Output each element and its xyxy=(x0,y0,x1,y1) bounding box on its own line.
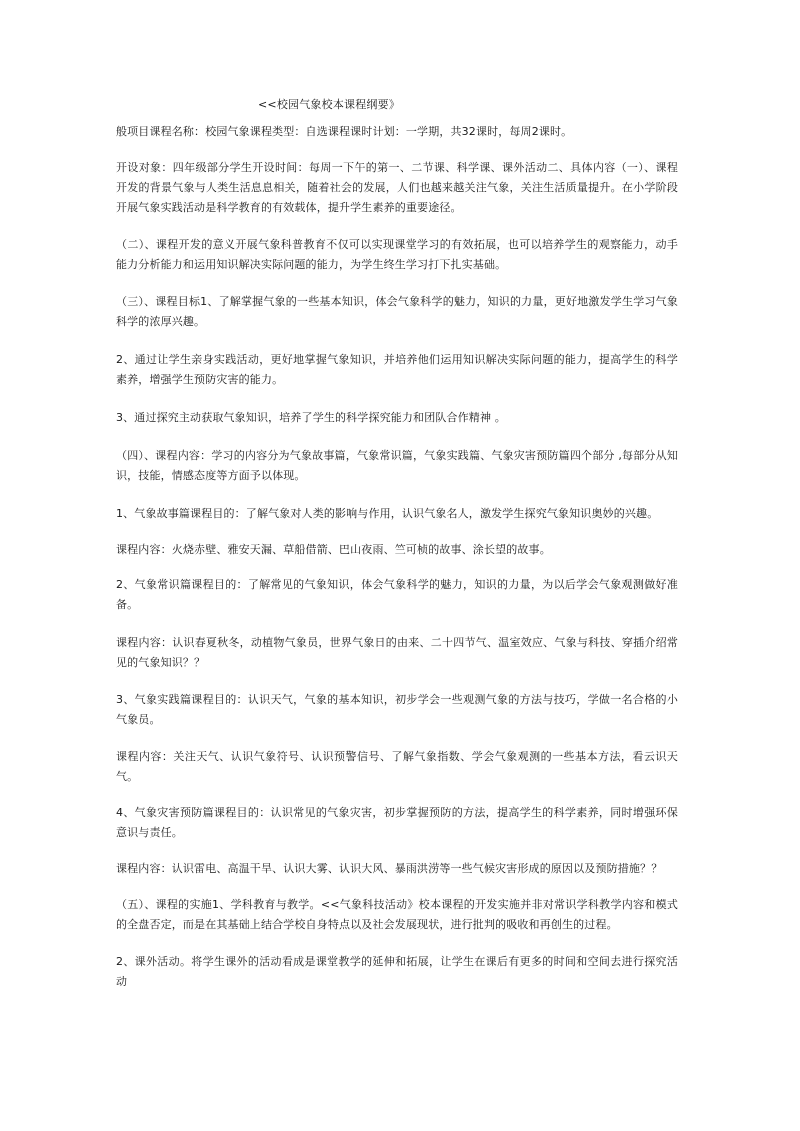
document-body xyxy=(116,122,678,992)
paragraph: 课程内容：认识春夏秋冬，动植物气象员，世界气象日的由来、二十四节气、温室效应、气象与科技、穿插介绍常见的气象知识？？ xyxy=(116,636,678,669)
paragraph: 4、气象灾害预防篇课程目的：认识常见的气象灾害，初步掌握预防的方法，提高学生的科学素养，同时增强环保意识与责任。 xyxy=(116,806,678,839)
paragraph: 课程内容：认识雷电、高温干旱、认识大雾、认识大风、暴雨洪涝等一些气候灾害形成的原因以及预防措施？？ xyxy=(116,862,663,875)
paragraph: 课程内容：关注天气、认识气象符号、认识预警信号、了解气象指数、学会气象观测的一些基本方法，看云识天气。 xyxy=(116,750,678,783)
document-title: <<校园气象校本课程纲要》 xyxy=(258,98,401,111)
paragraph: （二）、课程开发的意义开展气象科普教育不仅可以实现课堂学习的有效拓展，也可以培养学生的观察能力，动手能力分析能力和运用知识解决实际问题的能力，为学生终生学习打下扎实基础。 xyxy=(116,238,678,271)
paragraph: （三）、课程目标1、了解掌握气象的一些基本知识，体会气象科学的魅力，知识的力量，更好地激发学生学习气象科学的浓厚兴趣。 xyxy=(116,295,678,328)
paragraph: 2、通过让学生亲身实践活动，更好地掌握气象知识，并培养他们运用知识解决实际问题的能力，提高学生的科学素养，增强学生预防灾害的能力。 xyxy=(116,353,678,386)
paragraph: 3、气象实践篇课程目的：认识天气，气象的基本知识，初步学会一些观测气象的方法与技巧，学做一名合格的小气象员。 xyxy=(116,693,678,726)
paragraph: 开设对象：四年级部分学生开设时间：每周一下午的第一、二节课、科学课、课外活动二、具体内容（一）、课程开发的背景气象与人类生活息息相关，随着社会的发展，人们也越来越关注气象，关注生活质量提升。在小学阶段开展气象实践活动是科学教育的有效载体，提升学生素养的重要途径。 xyxy=(116,161,678,214)
paragraph: （五）、课程的实施1、学科教育与教学。<<气象科技活动》校本课程的开发实施并非对常识学科教学内容和模式的全盘否定，而是在其基础上结合学校自身特点以及社会发展现状，进行批判的吸收和再创生的过程。 xyxy=(116,898,679,931)
paragraph: 课程内容：火烧赤壁、雅安天漏、草船借箭、巴山夜雨、竺可桢的故事、涂长望的故事。 xyxy=(116,543,551,556)
paragraph: 3、通过探究主动获取气象知识，培养了学生的科学探究能力和团队合作精神 。 xyxy=(116,411,506,424)
paragraph: 般项目课程名称：校园气象课程类型：自选课程课时计划：一学期，共32课时，每周2课时。 xyxy=(116,125,573,138)
paragraph: 2、气象常识篇课程目的：了解常见的气象知识，体会气象科学的魅力，知识的力量，为以后学会气象观测做好准备。 xyxy=(116,578,678,611)
paragraph: 1、气象故事篇课程目的：了解气象对人类的影响与作用，认识气象名人，激发学生探究气象知识奥妙的兴趣。 xyxy=(116,507,659,520)
paragraph: （四）、课程内容：学习的内容分为气象故事篇，气象常识篇，气象实践篇、气象灾害预防篇四个部分 ,每部分从知识，技能，情感态度等方面予以体现。 xyxy=(116,449,678,482)
paragraph: 2、课外活动。将学生课外的活动看成是课堂教学的延伸和拓展，让学生在课后有更多的时间和空间去进行探究活动 xyxy=(116,955,678,988)
